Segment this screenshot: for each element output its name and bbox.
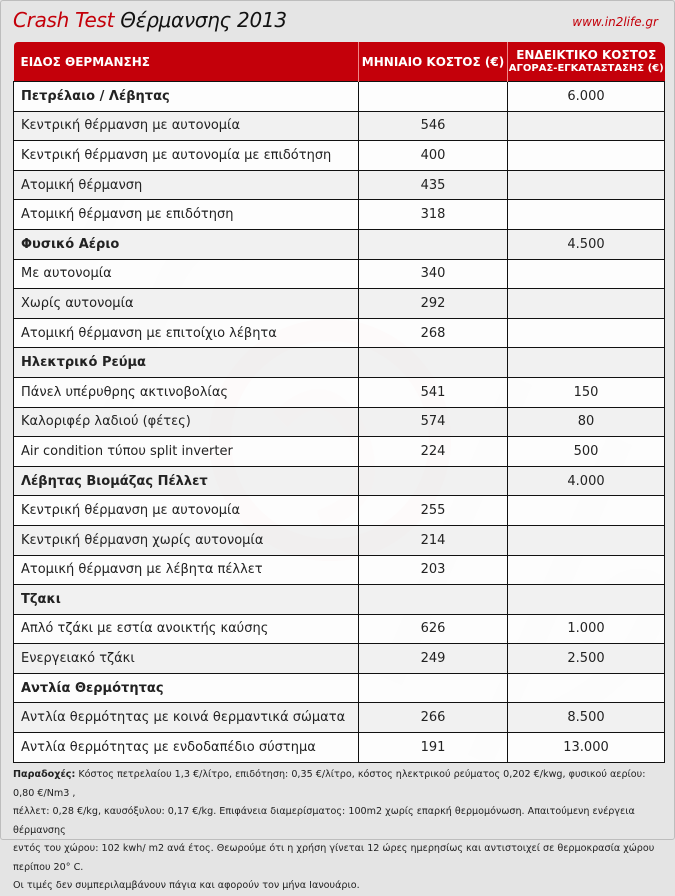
install-cost-cell: [508, 673, 665, 703]
monthly-cost-cell: 266: [359, 703, 508, 733]
monthly-cost-cell: 400: [359, 141, 508, 171]
table-category-row: [14, 673, 665, 703]
table-category-row: [14, 82, 665, 112]
heating-type-cell: Ατομική θέρμανση με επιτοίχιο λέβητα: [14, 318, 359, 348]
monthly-cost-cell: 574: [359, 407, 508, 437]
monthly-cost-cell: 546: [359, 111, 508, 141]
monthly-cost-cell: 435: [359, 170, 508, 200]
table-row: [14, 318, 665, 348]
heating-type-cell: Ατομική θέρμανση: [14, 170, 359, 200]
heating-type-cell: Καλοριφέρ λαδιού (φέτες): [14, 407, 359, 437]
table-row: [14, 289, 665, 319]
install-cost-cell: 2.500: [508, 644, 665, 674]
install-cost-cell: 80: [508, 407, 665, 437]
install-cost-cell: 1.000: [508, 614, 665, 644]
install-cost-cell: [508, 555, 665, 585]
monthly-cost-cell: 541: [359, 377, 508, 407]
page-title: [13, 8, 287, 32]
table-category-row: [14, 348, 665, 378]
heating-type-cell: Ατομική θέρμανση με επιδότηση: [14, 200, 359, 230]
table-row: [14, 614, 665, 644]
monthly-cost-cell: 268: [359, 318, 508, 348]
table-row: [14, 525, 665, 555]
table-header-row: [14, 42, 665, 82]
install-cost-cell: 6.000: [508, 82, 665, 112]
install-cost-cell: [508, 348, 665, 378]
install-cost-cell: [508, 141, 665, 171]
heating-type-cell: Air condition τύπου split inverter: [14, 437, 359, 467]
install-cost-cell: [508, 259, 665, 289]
install-cost-cell: [508, 200, 665, 230]
column-header-install-line2: ΑΓΟΡΑΣ-ΕΓΚΑΤΑΣΤΑΣΗΣ (€): [508, 62, 664, 74]
install-cost-cell: 4.000: [508, 466, 665, 496]
table-row: [14, 141, 665, 171]
title-rest: Θέρμανσης 2013: [120, 8, 287, 32]
assumptions-note: [13, 766, 663, 896]
heating-type-cell: Ηλεκτρικό Ρεύμα: [14, 348, 359, 378]
monthly-cost-cell: 191: [359, 733, 508, 763]
heating-type-cell: Λέβητας Βιομάζας Πέλλετ: [14, 466, 359, 496]
install-cost-cell: 13.000: [508, 733, 665, 763]
assumptions-line-4: Οι τιμές δεν συμπεριλαμβάνουν πάγια και αφορούν τον μήνα Ιανουάριο.: [13, 880, 360, 891]
column-header-type: ΕΙΔΟΣ ΘΕΡΜΑΝΣΗΣ: [14, 42, 359, 82]
heating-type-cell: Με αυτονομία: [14, 259, 359, 289]
monthly-cost-cell: 292: [359, 289, 508, 319]
column-header-monthly: ΜΗΝΙΑΙΟ ΚΟΣΤΟΣ (€): [359, 42, 508, 82]
assumptions-line-1: Κόστος πετρελαίου 1,3 €/λίτρο, επιδότηση: 0,35 €/λίτρο, κόστος ηλεκτρικού ρεύματος 0,202 €/kwg, φυσικού αερίου: 0,80 €/Nm3 ,: [13, 769, 646, 799]
heating-type-cell: Κεντρική θέρμανση με αυτονομία: [14, 111, 359, 141]
heating-type-cell: Τζακι: [14, 585, 359, 615]
table-row: [14, 437, 665, 467]
table-row: [14, 200, 665, 230]
heating-type-cell: Χωρίς αυτονομία: [14, 289, 359, 319]
heating-type-cell: Ενεργειακό τζάκι: [14, 644, 359, 674]
table-row: [14, 555, 665, 585]
table-category-row: [14, 585, 665, 615]
monthly-cost-cell: [359, 585, 508, 615]
heating-type-cell: Αντλία θερμότητας με ενδοδαπέδιο σύστημα: [14, 733, 359, 763]
table-row: [14, 703, 665, 733]
column-header-install: [508, 42, 665, 82]
install-cost-cell: 150: [508, 377, 665, 407]
heating-type-cell: Κεντρική θέρμανση χωρίς αυτονομία: [14, 525, 359, 555]
install-cost-cell: [508, 318, 665, 348]
table-row: [14, 111, 665, 141]
monthly-cost-cell: [359, 229, 508, 259]
table-row: [14, 644, 665, 674]
assumptions-label: Παραδοχές:: [13, 769, 76, 780]
install-cost-cell: 4.500: [508, 229, 665, 259]
install-cost-cell: 8.500: [508, 703, 665, 733]
heating-type-cell: Πετρέλαιο / Λέβητας: [14, 82, 359, 112]
install-cost-cell: [508, 496, 665, 526]
table-row: [14, 377, 665, 407]
install-cost-cell: [508, 525, 665, 555]
monthly-cost-cell: 626: [359, 614, 508, 644]
table-row: [14, 407, 665, 437]
title-accent: Crash Test: [13, 8, 115, 32]
heating-type-cell: Αντλία Θερμότητας: [14, 673, 359, 703]
heating-type-cell: Κεντρική θέρμανση με αυτονομία: [14, 496, 359, 526]
monthly-cost-cell: 214: [359, 525, 508, 555]
table-row: [14, 733, 665, 763]
site-url: www.in2life.gr: [572, 15, 658, 29]
install-cost-cell: [508, 111, 665, 141]
table-row: [14, 170, 665, 200]
table-row: [14, 259, 665, 289]
heating-cost-table: [13, 42, 665, 763]
install-cost-cell: [508, 289, 665, 319]
monthly-cost-cell: [359, 348, 508, 378]
table-row: [14, 496, 665, 526]
monthly-cost-cell: [359, 466, 508, 496]
heating-type-cell: Ατομική θέρμανση με λέβητα πέλλετ: [14, 555, 359, 585]
heating-type-cell: Φυσικό Αέριο: [14, 229, 359, 259]
install-cost-cell: [508, 170, 665, 200]
monthly-cost-cell: 249: [359, 644, 508, 674]
heating-type-cell: Κεντρική θέρμανση με αυτονομία με επιδότηση: [14, 141, 359, 171]
monthly-cost-cell: [359, 82, 508, 112]
monthly-cost-cell: 255: [359, 496, 508, 526]
table-category-row: [14, 229, 665, 259]
heating-type-cell: Αντλία θερμότητας με κοινά θερμαντικά σώματα: [14, 703, 359, 733]
install-cost-cell: [508, 585, 665, 615]
monthly-cost-cell: 224: [359, 437, 508, 467]
monthly-cost-cell: 203: [359, 555, 508, 585]
monthly-cost-cell: [359, 673, 508, 703]
heating-type-cell: Απλό τζάκι με εστία ανοικτής καύσης: [14, 614, 359, 644]
heating-type-cell: Πάνελ υπέρυθρης ακτινοβολίας: [14, 377, 359, 407]
assumptions-line-2: πέλλετ: 0,28 €/kg, καυσόξυλου: 0,17 €/kg. Επιφάνεια διαμερίσματος: 100m2 χωρίς επαρκή θερμομόνωση. Απαιτούμενη ενέργεια θέρμανσης: [13, 806, 635, 836]
assumptions-line-3: εντός του χώρου: 102 kwh/ m2 ανά έτος. Θεωρούμε ότι η χρήση γίνεται 12 ώρες ημερησίως και αντιστοιχεί σε θερμοκρασία χώρου περίπου 20° C.: [13, 843, 655, 873]
table-category-row: [14, 466, 665, 496]
column-header-install-line1: ΕΝΔΕΙΚΤΙΚΟ ΚΟΣΤΟΣ: [516, 47, 657, 62]
monthly-cost-cell: 318: [359, 200, 508, 230]
monthly-cost-cell: 340: [359, 259, 508, 289]
heating-cost-table-container: [13, 42, 664, 763]
install-cost-cell: 500: [508, 437, 665, 467]
